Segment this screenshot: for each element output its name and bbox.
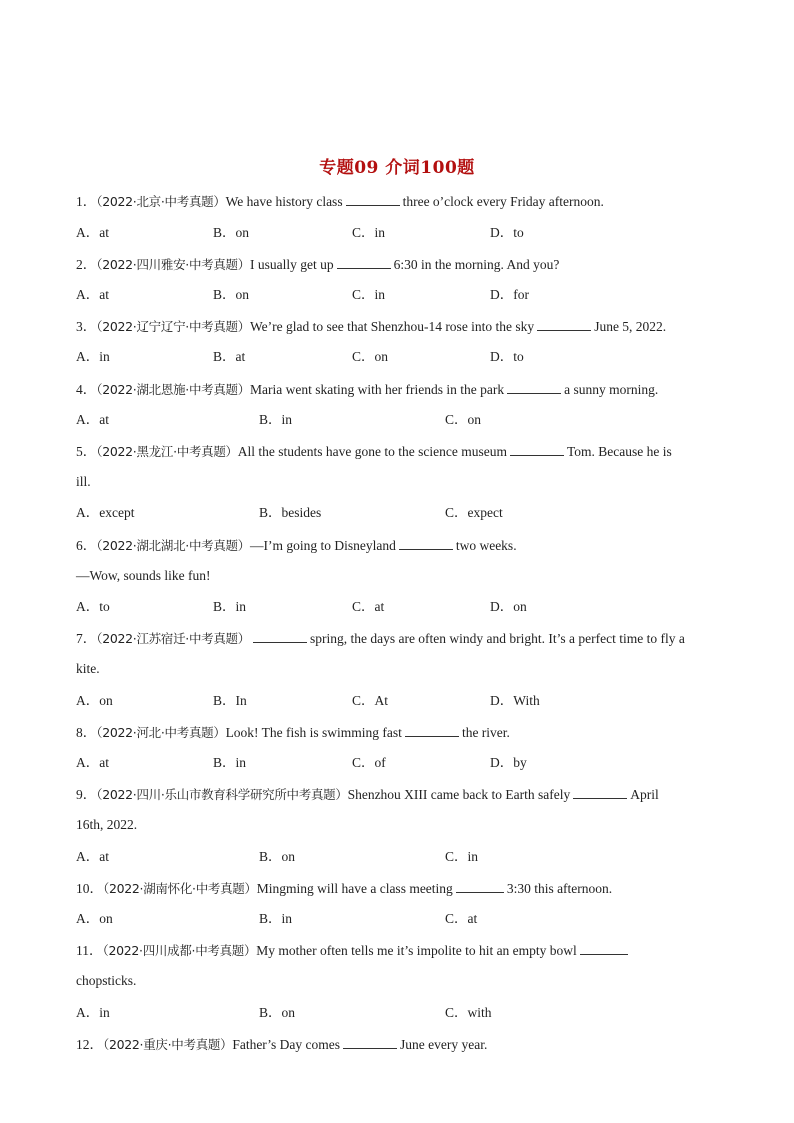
question-text: Mingming will have a class meeting bbox=[256, 881, 453, 896]
question-text: —I’m going to Disneyland bbox=[249, 538, 396, 553]
question-5-continued: ill. bbox=[76, 474, 91, 489]
option-b: B．on bbox=[259, 1005, 296, 1020]
option-c: C．of bbox=[352, 755, 386, 770]
question-number: 1． bbox=[76, 194, 97, 209]
options-3 bbox=[0, 349, 794, 365]
option-b: B．in bbox=[213, 599, 247, 614]
option-a: A．at bbox=[76, 755, 109, 770]
question-source: （2022·湖北恩施·中考真题） bbox=[96, 382, 250, 397]
option-d: D．by bbox=[490, 755, 527, 770]
option-c: C．in bbox=[352, 287, 386, 302]
question-text: All the students have gone to the science museum bbox=[237, 444, 507, 459]
question-number: 6． bbox=[76, 538, 97, 553]
option-d: D．for bbox=[490, 287, 529, 302]
question-text-after: 6:30 in the morning. And you? bbox=[393, 257, 560, 272]
answer-blank bbox=[399, 537, 453, 550]
option-a: A．except bbox=[76, 505, 135, 520]
question-number: 8． bbox=[76, 725, 97, 740]
options-9 bbox=[0, 849, 794, 865]
option-c: C．in bbox=[352, 225, 386, 240]
question-6 bbox=[76, 537, 517, 554]
question-source: （2022·辽宁辽宁·中考真题） bbox=[96, 319, 250, 334]
question-source: （2022·北京·中考真题） bbox=[96, 194, 226, 209]
options-6 bbox=[0, 599, 794, 615]
option-d: D．on bbox=[490, 599, 527, 614]
options-2 bbox=[0, 287, 794, 303]
question-2 bbox=[76, 256, 559, 273]
question-text: We’re glad to see that Shenzhou-14 rose into the sky bbox=[249, 319, 535, 334]
question-11 bbox=[76, 942, 631, 959]
option-a: A．at bbox=[76, 287, 109, 302]
option-c: C．at bbox=[445, 911, 478, 926]
question-8 bbox=[76, 724, 510, 741]
question-text-after: three o’clock every Friday afternoon. bbox=[402, 194, 604, 209]
option-c: C．at bbox=[352, 599, 385, 614]
question-source: （2022·黑龙江·中考真题） bbox=[96, 444, 238, 459]
question-4 bbox=[76, 381, 658, 398]
question-text: Maria went skating with her friends in the park bbox=[249, 382, 505, 397]
question-11-continued: chopsticks. bbox=[76, 973, 137, 988]
option-c: C．on bbox=[352, 349, 389, 364]
option-c: C．in bbox=[445, 849, 479, 864]
option-b: B．besides bbox=[259, 505, 322, 520]
question-text: I usually get up bbox=[249, 257, 334, 272]
option-a: A．at bbox=[76, 849, 109, 864]
option-c: C．on bbox=[445, 412, 482, 427]
question-source: （2022·江苏宿迁·中考真题） bbox=[96, 631, 250, 646]
question-7-continued: kite. bbox=[76, 661, 100, 676]
option-a: A．at bbox=[76, 225, 109, 240]
options-1 bbox=[0, 225, 794, 241]
options-7 bbox=[0, 693, 794, 709]
question-1 bbox=[76, 193, 604, 210]
options-4 bbox=[0, 412, 794, 428]
question-source: （2022·湖北湖北·中考真题） bbox=[96, 538, 250, 553]
question-5 bbox=[76, 443, 672, 460]
question-12 bbox=[76, 1036, 487, 1053]
question-number: 2． bbox=[76, 257, 97, 272]
question-9 bbox=[76, 786, 659, 803]
option-b: B．on bbox=[213, 287, 250, 302]
option-a: A．on bbox=[76, 693, 113, 708]
question-text: We have history class bbox=[225, 194, 343, 209]
answer-blank bbox=[337, 256, 391, 269]
option-d: D．to bbox=[490, 225, 524, 240]
question-number: 3． bbox=[76, 319, 97, 334]
options-5 bbox=[0, 505, 794, 521]
question-text-after: June every year. bbox=[400, 1037, 488, 1052]
options-10 bbox=[0, 911, 794, 927]
question-10 bbox=[76, 880, 612, 897]
question-source: （2022·四川·乐山市教育科学研究所中考真题） bbox=[96, 787, 348, 802]
answer-blank bbox=[537, 318, 591, 331]
question-number: 5． bbox=[76, 444, 97, 459]
option-d: D．to bbox=[490, 349, 524, 364]
question-7 bbox=[76, 630, 685, 647]
question-text: Father’s Day comes bbox=[232, 1037, 341, 1052]
option-a: A．at bbox=[76, 412, 109, 427]
options-11 bbox=[0, 1005, 794, 1021]
question-text: My mother often tells me it’s impolite to hit an empty bowl bbox=[256, 943, 577, 958]
question-source: （2022·湖南怀化·中考真题） bbox=[103, 881, 257, 896]
question-text-after: June 5, 2022. bbox=[594, 319, 667, 334]
answer-blank bbox=[507, 381, 561, 394]
question-text-after: two weeks. bbox=[455, 538, 517, 553]
option-a: A．in bbox=[76, 349, 110, 364]
option-b: B．at bbox=[213, 349, 246, 364]
question-number: 12． bbox=[76, 1037, 103, 1052]
question-number: 7． bbox=[76, 631, 97, 646]
option-d: D．With bbox=[490, 693, 540, 708]
page-title: 专题09 介词100题 bbox=[319, 158, 475, 178]
option-a: A．to bbox=[76, 599, 110, 614]
question-number: 4． bbox=[76, 382, 97, 397]
answer-blank bbox=[456, 880, 504, 893]
answer-blank bbox=[510, 443, 564, 456]
question-6-continued: —Wow, sounds like fun! bbox=[76, 568, 211, 583]
question-9-continued: 16th, 2022. bbox=[76, 817, 138, 832]
option-c: C．At bbox=[352, 693, 389, 708]
question-number: 11． bbox=[76, 943, 103, 958]
answer-blank bbox=[580, 942, 628, 955]
question-source: （2022·重庆·中考真题） bbox=[103, 1037, 233, 1052]
question-source: （2022·河北·中考真题） bbox=[96, 725, 226, 740]
question-text-after: April bbox=[630, 787, 659, 802]
answer-blank bbox=[346, 193, 400, 206]
option-b: B．in bbox=[213, 755, 247, 770]
option-a: A．in bbox=[76, 1005, 110, 1020]
question-3 bbox=[76, 318, 666, 335]
question-source: （2022·四川雅安·中考真题） bbox=[96, 257, 250, 272]
question-text: Shenzhou XIII came back to Earth safely bbox=[347, 787, 571, 802]
option-a: A．on bbox=[76, 911, 113, 926]
question-number: 9． bbox=[76, 787, 97, 802]
option-b: B．in bbox=[259, 412, 293, 427]
question-text-after: the river. bbox=[461, 725, 510, 740]
option-c: C．with bbox=[445, 1005, 492, 1020]
option-b: B．on bbox=[213, 225, 250, 240]
option-b: B．in bbox=[259, 911, 293, 926]
answer-blank bbox=[573, 786, 627, 799]
option-c: C．expect bbox=[445, 505, 503, 520]
question-text-after: spring, the days are often windy and bright. It’s a perfect time to fly a bbox=[309, 631, 685, 646]
options-8 bbox=[0, 755, 794, 771]
option-b: B．on bbox=[259, 849, 296, 864]
question-text-after: 3:30 this afternoon. bbox=[506, 881, 613, 896]
question-number: 10． bbox=[76, 881, 103, 896]
answer-blank bbox=[405, 724, 459, 737]
question-text-after: a sunny morning. bbox=[564, 382, 659, 397]
question-text-after: Tom. Because he is bbox=[566, 444, 672, 459]
answer-blank bbox=[343, 1036, 397, 1049]
answer-blank bbox=[253, 630, 307, 643]
question-text: Look! The fish is swimming fast bbox=[225, 725, 402, 740]
option-b: B．In bbox=[213, 693, 247, 708]
question-source: （2022·四川成都·中考真题） bbox=[102, 943, 257, 958]
